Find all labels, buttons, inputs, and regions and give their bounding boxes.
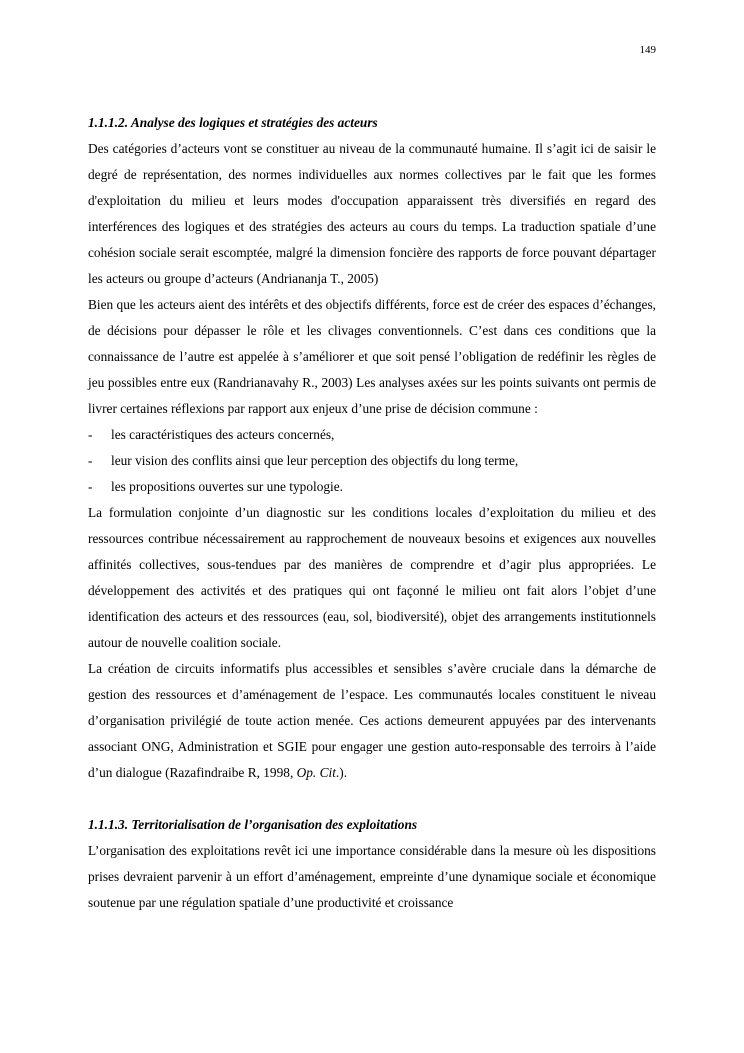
list-item-text: les caractéristiques des acteurs concernés, [111, 427, 335, 442]
paragraph-formulation-diagnostic: La formulation conjointe d’un diagnostic sur les conditions locales d’exploitation du milieu et des ressources contribue nécessairement au rapprochement de nouveaux besoins et exigences aux nouvelles affinités collectives, sous-tendues par des manières de comprendre et d’agir plus appropriées. Le développement des activités et des pratiques qui ont façonné le milieu ont fait alors l’objet d’une identification des acteurs et des ressources (eau, sol, biodiversité), objet des arrangements institutionnels autour de nouvelle coalition sociale. [88, 505, 656, 650]
bullet-marker: - [88, 453, 93, 468]
list-item [88, 422, 656, 448]
list-item [88, 474, 656, 500]
bullet-marker: - [88, 479, 93, 494]
paragraph-text-end: .). [335, 765, 348, 780]
paragraph-circuits-informatifs [88, 656, 656, 786]
paragraph-categories-acteurs: Des catégories d’acteurs vont se constituer au niveau de la communauté humaine. Il s’agit ici de saisir le degré de représentation, des normes individuelles aux normes collectives par le fait que les formes d'exploitation du milieu et leurs modes d'occupation apparaissent très diversifiés en regard des interférences des logiques et des stratégies des acteurs au cours du temps. La traduction spatiale d’une cohésion sociale serait escomptée, malgré la dimension foncière des rapports de force pouvant départager les acteurs ou groupe d’acteurs (Andriananja T., 2005) [88, 141, 656, 286]
list-item-text: les propositions ouvertes sur une typologie. [111, 479, 344, 494]
section-heading-territorialisation: 1.1.1.3. Territorialisation de l’organisation des exploitations [88, 817, 418, 832]
list-item-text: leur vision des conflits ainsi que leur perception des objectifs du long terme, [111, 453, 519, 468]
list-item [88, 448, 656, 474]
page-number: 149 [639, 44, 656, 56]
paragraph-organisation-exploitations: L’organisation des exploitations revêt ici une importance considérable dans la mesure où les dispositions prises devraient parvenir à un effort d’aménagement, empreinte d’une dynamique sociale et économique soutenue par une régulation spatiale d’une productivité et croissance [88, 843, 656, 910]
document-body [88, 110, 656, 916]
bullet-marker: - [88, 427, 93, 442]
paragraph-interets-objectifs: Bien que les acteurs aient des intérêts et des objectifs différents, force est de créer des espaces d’échanges, de décisions pour dépasser le rôle et les clivages conventionnels. C’est dans ces conditions que la connaissance de l’autre est appelée à s’améliorer et que soit pensé l’obligation de redéfinir les règles de jeu possibles entre eux (Randrianavahy R., 2003) Les analyses axées sur les points suivants ont permis de livrer certaines réflexions par rapport aux enjeux d’une prise de décision commune : [88, 297, 656, 416]
citation-italic: Op. Cit [296, 765, 336, 780]
paragraph-text: La création de circuits informatifs plus accessibles et sensibles s’avère cruciale dans la démarche de gestion des ressources et d’aménagement de l’espace. Les communautés locales constituent le niveau d’organisation privilégié de toute action menée. Ces actions demeurent appuyées par des intervenants associant ONG, Administration et SGIE pour engager une gestion auto-responsable des terroirs à l’aide d’un dialogue (Razafindraibe R, 1998, [88, 661, 656, 780]
section-heading-analyse: 1.1.1.2. Analyse des logiques et stratégies des acteurs [88, 115, 378, 130]
section-spacer [88, 786, 656, 812]
